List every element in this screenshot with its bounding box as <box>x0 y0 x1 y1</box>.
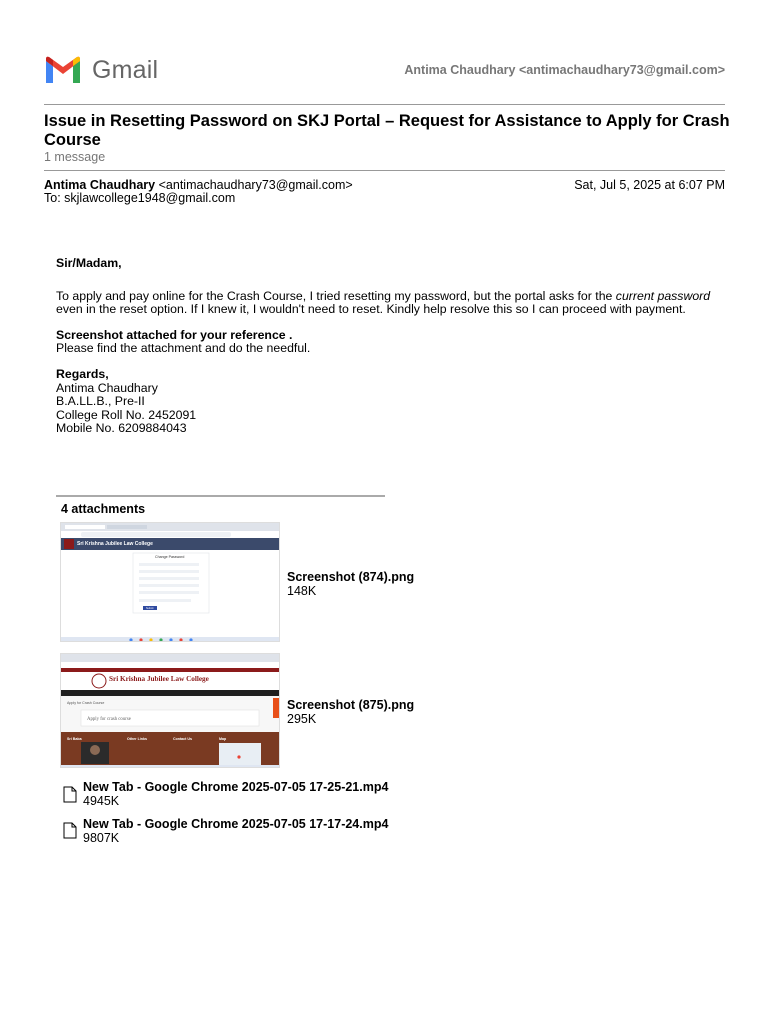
sender-name: Antima Chaudhary <box>44 178 156 192</box>
screenshot-note: Screenshot attached for your reference . <box>56 327 293 342</box>
attachments-divider <box>56 495 385 497</box>
svg-text:Sri Krishna Jubilee Law Colleg: Sri Krishna Jubilee Law College <box>77 541 153 547</box>
gmail-m-icon <box>44 56 82 84</box>
attachment-name-3[interactable]: New Tab - Google Chrome 2025-07-05 17-25-21.mp4 <box>83 780 389 794</box>
greeting: Sir/Madam, <box>56 256 122 270</box>
attachment-size-3: 4945K <box>83 794 120 808</box>
signature-name: Antima Chaudhary <box>56 380 158 395</box>
attachment-size-4: 9807K <box>83 831 120 845</box>
attachment-size-2: 295K <box>287 712 317 726</box>
signature-mobile: Mobile No. 6209884043 <box>56 421 187 436</box>
svg-text:Apply for Crash Course: Apply for Crash Course <box>67 701 105 705</box>
attachment-note: Please find the attachment and do the needful. <box>56 341 311 356</box>
thumbnail-change-password <box>61 523 280 642</box>
svg-text:Map: Map <box>219 737 227 741</box>
svg-text:Change Password: Change Password <box>155 555 185 559</box>
recipient: To: skjlawcollege1948@gmail.com <box>44 191 236 205</box>
attachment-name-4[interactable]: New Tab - Google Chrome 2025-07-05 17-17-24.mp4 <box>83 817 389 831</box>
svg-text:Apply for crash course: Apply for crash course <box>87 717 131 722</box>
sender <box>44 178 353 192</box>
account-label: Antima Chaudhary <antimachaudhary73@gmail.com> <box>404 63 725 77</box>
message-count: 1 message <box>44 150 106 164</box>
attachment-thumbnail-2[interactable] <box>60 653 280 768</box>
attachments-heading: 4 attachments <box>61 502 146 516</box>
subject-divider <box>44 170 725 171</box>
signature-course: B.A.LL.B., Pre-II <box>56 394 145 409</box>
attachment-name-2[interactable]: Screenshot (875).png <box>287 698 415 712</box>
signature-roll: College Roll No. 2452091 <box>56 407 197 422</box>
header-divider <box>44 104 725 105</box>
body-paragraph: To apply and pay online for the Crash Course, I tried resetting my password, but the portal asks for the current password even in the reset option. If I knew it, I wouldn't need to reset. Kindly help resolve this so I can proceed with payment. <box>56 288 711 317</box>
svg-text:Sri Krishna Jubilee Law Colleg: Sri Krishna Jubilee Law College <box>109 675 209 683</box>
message-date: Sat, Jul 5, 2025 at 6:07 PM <box>574 178 725 192</box>
file-icon <box>63 822 77 839</box>
message-body <box>56 257 716 436</box>
file-icon <box>63 786 77 803</box>
thread-subject: Issue in Resetting Password on SKJ Portal – Request for Assistance to Apply for Crash Course <box>44 112 730 149</box>
emphasis-current-password: current password <box>615 288 711 303</box>
svg-text:Other Links: Other Links <box>127 737 147 741</box>
gmail-logo <box>44 56 158 84</box>
sender-email: <antimachaudhary73@gmail.com> <box>158 178 353 192</box>
regards: Regards, <box>56 366 109 381</box>
gmail-wordmark: Gmail <box>92 55 159 84</box>
svg-text:Contact Us: Contact Us <box>173 737 192 741</box>
attachment-name-1[interactable]: Screenshot (874).png <box>287 570 415 584</box>
thumbnail-apply-crash-course <box>61 654 280 768</box>
svg-text:Sri Baba: Sri Baba <box>67 737 82 741</box>
attachment-size-1: 148K <box>287 584 317 598</box>
svg-text:Submit: Submit <box>146 607 154 610</box>
attachment-thumbnail-1[interactable] <box>60 522 280 642</box>
